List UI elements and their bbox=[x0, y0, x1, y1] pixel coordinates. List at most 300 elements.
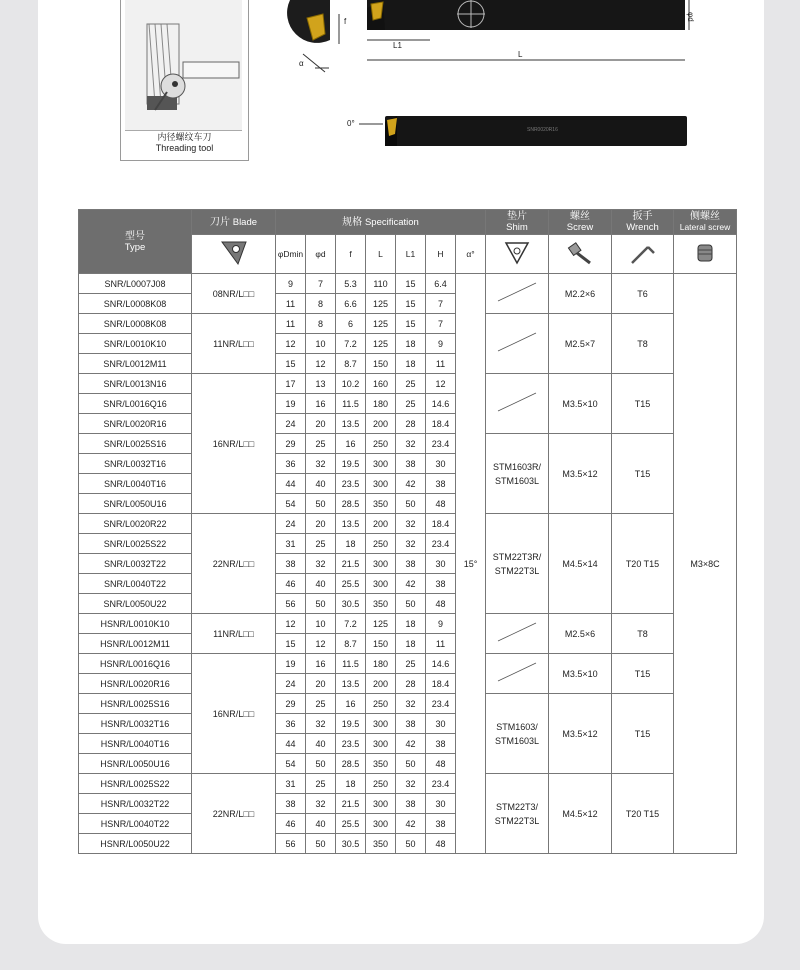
cell-wrench: T6 bbox=[612, 274, 674, 314]
cell-spec-value: 32 bbox=[396, 534, 426, 554]
cell-type: SNR/L0040T22 bbox=[79, 574, 192, 594]
cell-spec-value: 6.6 bbox=[336, 294, 366, 314]
cell-spec-value: 29 bbox=[276, 694, 306, 714]
cell-shim bbox=[486, 274, 549, 314]
holder-marking: SNR0020R16 bbox=[527, 127, 558, 133]
cell-spec-value: 50 bbox=[306, 494, 336, 514]
header-blade bbox=[192, 210, 276, 235]
cell-spec-value: 56 bbox=[276, 594, 306, 614]
dim-zero-deg: 0° bbox=[347, 119, 355, 128]
cell-spec-value: 250 bbox=[366, 534, 396, 554]
cell-spec-value: 16 bbox=[336, 434, 366, 454]
cell-spec-value: 25 bbox=[306, 774, 336, 794]
cell-wrench: T15 bbox=[612, 374, 674, 434]
cell-wrench: T20 T15 bbox=[612, 514, 674, 614]
cell-spec-value: 125 bbox=[366, 614, 396, 634]
cell-spec-value: 125 bbox=[366, 334, 396, 354]
cell-spec-value: 50 bbox=[306, 834, 336, 854]
cell-spec-value: 24 bbox=[276, 414, 306, 434]
header-wrench-cn: 扳手 bbox=[632, 211, 653, 223]
header-wrench-en: Wrench bbox=[626, 222, 659, 234]
cell-spec-value: 250 bbox=[366, 434, 396, 454]
cell-type: HSNR/L0050U22 bbox=[79, 834, 192, 854]
cell-spec-value: 350 bbox=[366, 834, 396, 854]
cell-spec-value: 350 bbox=[366, 594, 396, 614]
cell-screw: M4.5×14 bbox=[549, 514, 612, 614]
cell-type: SNR/L0025S16 bbox=[79, 434, 192, 454]
caption-cn: 内径螺纹车刀 bbox=[157, 132, 212, 142]
cell-spec-value: 300 bbox=[366, 814, 396, 834]
cell-spec-value: 23.4 bbox=[426, 434, 456, 454]
cell-spec-value: 20 bbox=[306, 514, 336, 534]
cell-wrench: T20 T15 bbox=[612, 774, 674, 854]
cell-spec-value: 30 bbox=[426, 794, 456, 814]
cell-blade: 22NR/L□□ bbox=[192, 774, 276, 854]
photo-caption bbox=[121, 132, 248, 154]
cell-spec-value: 19.5 bbox=[336, 454, 366, 474]
cell-spec-value: 18 bbox=[336, 774, 366, 794]
cell-spec-value: 16 bbox=[306, 654, 336, 674]
cell-screw: M4.5×12 bbox=[549, 774, 612, 854]
cell-spec-value: 36 bbox=[276, 454, 306, 474]
cell-spec-value: 30.5 bbox=[336, 834, 366, 854]
table-row bbox=[79, 374, 737, 394]
table-row bbox=[79, 274, 737, 294]
cell-spec-value: 50 bbox=[306, 594, 336, 614]
spec-table bbox=[78, 209, 737, 854]
cell-screw: M2.2×6 bbox=[549, 274, 612, 314]
header-spec-en: Specification bbox=[364, 216, 419, 228]
cell-wrench: T8 bbox=[612, 614, 674, 654]
cell-type: SNR/L0020R16 bbox=[79, 414, 192, 434]
cell-spec-value: 44 bbox=[276, 474, 306, 494]
cell-spec-value: 24 bbox=[276, 514, 306, 534]
cell-spec-value: 18 bbox=[396, 614, 426, 634]
dim-phi-d: φd bbox=[686, 12, 695, 22]
cell-spec-value: 50 bbox=[396, 494, 426, 514]
cell-spec-value: 14.6 bbox=[426, 654, 456, 674]
header-lateral-screw bbox=[674, 210, 737, 235]
cell-spec-value: 50 bbox=[396, 594, 426, 614]
cell-spec-value: 250 bbox=[366, 694, 396, 714]
cell-spec-value: 48 bbox=[426, 594, 456, 614]
shim-icon bbox=[486, 235, 549, 274]
cell-spec-value: 42 bbox=[396, 734, 426, 754]
cell-shim bbox=[486, 654, 549, 694]
cell-spec-value: 7 bbox=[426, 314, 456, 334]
cell-type: HSNR/L0016Q16 bbox=[79, 654, 192, 674]
cell-blade: 16NR/L□□ bbox=[192, 374, 276, 514]
cell-wrench: T8 bbox=[612, 314, 674, 374]
cell-spec-value: 12 bbox=[306, 634, 336, 654]
subheader-dmin: φDmin bbox=[276, 235, 306, 274]
dim-f-end: f bbox=[344, 17, 347, 26]
cell-spec-value: 30 bbox=[426, 454, 456, 474]
cell-spec-value: 6.4 bbox=[426, 274, 456, 294]
cell-spec-value: 25 bbox=[306, 434, 336, 454]
cell-spec-value: 54 bbox=[276, 494, 306, 514]
cell-spec-value: 150 bbox=[366, 634, 396, 654]
subheader-L1: L1 bbox=[396, 235, 426, 274]
cell-spec-value: 300 bbox=[366, 554, 396, 574]
cell-spec-value: 28.5 bbox=[336, 754, 366, 774]
cell-shim bbox=[486, 374, 549, 434]
cell-shim: STM1603R/ STM1603L bbox=[486, 434, 549, 514]
cell-spec-value: 11.5 bbox=[336, 654, 366, 674]
cell-spec-value: 23.4 bbox=[426, 774, 456, 794]
cell-shim bbox=[486, 314, 549, 374]
blade-icon bbox=[192, 235, 276, 274]
cell-type: HSNR/L0032T16 bbox=[79, 714, 192, 734]
cell-spec-value: 40 bbox=[306, 734, 336, 754]
header-lateral-en: Lateral screw bbox=[679, 222, 731, 233]
cell-spec-value: 13 bbox=[306, 374, 336, 394]
cell-spec-value: 12 bbox=[306, 354, 336, 374]
cell-spec-value: 25 bbox=[306, 694, 336, 714]
cell-spec-value: 200 bbox=[366, 674, 396, 694]
cell-spec-value: 38 bbox=[396, 454, 426, 474]
lateral-screw-icon bbox=[674, 235, 737, 274]
cell-screw: M2.5×7 bbox=[549, 314, 612, 374]
cell-spec-value: 8.7 bbox=[336, 634, 366, 654]
cell-screw: M3.5×10 bbox=[549, 374, 612, 434]
cell-spec-value: 7.2 bbox=[336, 334, 366, 354]
cell-screw: M2.5×6 bbox=[549, 614, 612, 654]
cell-spec-value: 38 bbox=[396, 794, 426, 814]
cell-spec-value: 18.4 bbox=[426, 414, 456, 434]
cell-spec-value: 38 bbox=[396, 554, 426, 574]
threading-tool-photo bbox=[125, 0, 242, 131]
table-row bbox=[79, 614, 737, 634]
cell-blade: 11NR/L□□ bbox=[192, 614, 276, 654]
cell-spec-value: 13.5 bbox=[336, 414, 366, 434]
cell-spec-value: 125 bbox=[366, 294, 396, 314]
cell-spec-value: 38 bbox=[276, 554, 306, 574]
subheader-d: φd bbox=[306, 235, 336, 274]
cell-spec-value: 8 bbox=[306, 294, 336, 314]
table-header bbox=[79, 210, 737, 274]
cell-spec-value: 20 bbox=[306, 414, 336, 434]
cell-type: SNR/L0032T22 bbox=[79, 554, 192, 574]
cell-spec-value: 31 bbox=[276, 534, 306, 554]
cell-spec-value: 13.5 bbox=[336, 674, 366, 694]
cell-type: HSNR/L0032T22 bbox=[79, 794, 192, 814]
header-type-en: Type bbox=[124, 241, 146, 253]
header-screw bbox=[549, 210, 612, 235]
cell-spec-value: 15 bbox=[396, 314, 426, 334]
cell-spec-value: 200 bbox=[366, 414, 396, 434]
cell-spec-value: 46 bbox=[276, 574, 306, 594]
cell-spec-value: 48 bbox=[426, 754, 456, 774]
cell-spec-value: 6 bbox=[336, 314, 366, 334]
cell-type: SNR/L0040T16 bbox=[79, 474, 192, 494]
cell-alpha: 15° bbox=[456, 274, 486, 854]
cell-spec-value: 40 bbox=[306, 474, 336, 494]
header-spec bbox=[276, 210, 486, 235]
cell-spec-value: 9 bbox=[276, 274, 306, 294]
cell-type: HSNR/L0010K10 bbox=[79, 614, 192, 634]
cell-spec-value: 25.5 bbox=[336, 814, 366, 834]
cell-blade: 16NR/L□□ bbox=[192, 654, 276, 774]
table-row bbox=[79, 514, 737, 534]
cell-type: HSNR/L0025S16 bbox=[79, 694, 192, 714]
cell-spec-value: 10.2 bbox=[336, 374, 366, 394]
cell-spec-value: 11.5 bbox=[336, 394, 366, 414]
cell-spec-value: 23.5 bbox=[336, 474, 366, 494]
header-spec-cn: 规格 bbox=[342, 216, 363, 228]
header-screw-cn: 螺丝 bbox=[570, 211, 590, 223]
cell-spec-value: 19 bbox=[276, 654, 306, 674]
cell-spec-value: 20 bbox=[306, 674, 336, 694]
cell-spec-value: 23.5 bbox=[336, 734, 366, 754]
cell-spec-value: 300 bbox=[366, 474, 396, 494]
cell-spec-value: 42 bbox=[396, 814, 426, 834]
cell-screw: M3.5×12 bbox=[549, 434, 612, 514]
cell-spec-value: 11 bbox=[276, 294, 306, 314]
cell-spec-value: 150 bbox=[366, 354, 396, 374]
cell-spec-value: 16 bbox=[336, 694, 366, 714]
cell-spec-value: 18 bbox=[396, 634, 426, 654]
cell-spec-value: 38 bbox=[396, 714, 426, 734]
cell-type: HSNR/L0012M11 bbox=[79, 634, 192, 654]
header-screw-en: Screw bbox=[566, 222, 594, 234]
cell-spec-value: 50 bbox=[306, 754, 336, 774]
header-wrench bbox=[612, 210, 674, 235]
tool-holder-drawing bbox=[285, 0, 705, 160]
cell-spec-value: 50 bbox=[396, 834, 426, 854]
cell-wrench: T15 bbox=[612, 654, 674, 694]
cell-spec-value: 18 bbox=[336, 534, 366, 554]
cell-spec-value: 25 bbox=[396, 374, 426, 394]
cell-type: SNR/L0007J08 bbox=[79, 274, 192, 294]
cell-spec-value: 15 bbox=[276, 354, 306, 374]
cell-shim: STM22T3/ STM22T3L bbox=[486, 774, 549, 854]
cell-spec-value: 300 bbox=[366, 734, 396, 754]
cell-spec-value: 180 bbox=[366, 394, 396, 414]
table-row bbox=[79, 774, 737, 794]
header-shim-cn: 垫片 bbox=[507, 211, 527, 223]
cell-spec-value: 42 bbox=[396, 574, 426, 594]
cell-spec-value: 180 bbox=[366, 654, 396, 674]
cell-lateral-screw: M3×8C bbox=[674, 274, 737, 854]
cell-spec-value: 18.4 bbox=[426, 514, 456, 534]
cell-spec-value: 36 bbox=[276, 714, 306, 734]
cell-spec-value: 24 bbox=[276, 674, 306, 694]
cell-type: HSNR/L0025S22 bbox=[79, 774, 192, 794]
cell-spec-value: 42 bbox=[396, 474, 426, 494]
cell-spec-value: 11 bbox=[426, 354, 456, 374]
dim-L: L bbox=[518, 50, 523, 59]
header-type-cn: 型号 bbox=[125, 230, 145, 242]
cell-spec-value: 38 bbox=[276, 794, 306, 814]
cell-spec-value: 32 bbox=[306, 454, 336, 474]
cell-spec-value: 23.4 bbox=[426, 534, 456, 554]
empty-slash-icon bbox=[492, 619, 542, 645]
cell-spec-value: 50 bbox=[396, 754, 426, 774]
cell-shim: STM22T3R/ STM22T3L bbox=[486, 514, 549, 614]
cell-spec-value: 300 bbox=[366, 574, 396, 594]
cell-spec-value: 5.3 bbox=[336, 274, 366, 294]
cell-type: SNR/L0050U16 bbox=[79, 494, 192, 514]
header-type bbox=[79, 210, 192, 274]
cell-blade: 22NR/L□□ bbox=[192, 514, 276, 614]
cell-type: SNR/L0013N16 bbox=[79, 374, 192, 394]
cell-spec-value: 40 bbox=[306, 574, 336, 594]
cell-type: HSNR/L0020R16 bbox=[79, 674, 192, 694]
cell-spec-value: 29 bbox=[276, 434, 306, 454]
cell-wrench: T15 bbox=[612, 434, 674, 514]
table-row bbox=[79, 654, 737, 674]
cell-type: SNR/L0020R22 bbox=[79, 514, 192, 534]
dim-L1: L1 bbox=[393, 41, 402, 50]
cell-spec-value: 30 bbox=[426, 714, 456, 734]
screw-icon bbox=[549, 235, 612, 274]
empty-slash-icon bbox=[492, 329, 542, 355]
cell-spec-value: 23.4 bbox=[426, 694, 456, 714]
cell-type: SNR/L0032T16 bbox=[79, 454, 192, 474]
table-row bbox=[79, 434, 737, 454]
cell-spec-value: 300 bbox=[366, 454, 396, 474]
cell-spec-value: 19 bbox=[276, 394, 306, 414]
cell-spec-value: 300 bbox=[366, 714, 396, 734]
cell-spec-value: 46 bbox=[276, 814, 306, 834]
side-view bbox=[367, 0, 695, 60]
cell-spec-value: 25.5 bbox=[336, 574, 366, 594]
table-body bbox=[79, 274, 737, 854]
cell-spec-value: 15 bbox=[276, 634, 306, 654]
cell-spec-value: 350 bbox=[366, 754, 396, 774]
cell-type: SNR/L0008K08 bbox=[79, 294, 192, 314]
cell-spec-value: 9 bbox=[426, 614, 456, 634]
cell-spec-value: 160 bbox=[366, 374, 396, 394]
cell-blade: 08NR/L□□ bbox=[192, 274, 276, 314]
caption-en: Threading tool bbox=[155, 143, 214, 153]
cell-spec-value: 32 bbox=[396, 434, 426, 454]
cell-spec-value: 9 bbox=[426, 334, 456, 354]
cell-spec-value: 54 bbox=[276, 754, 306, 774]
cell-spec-value: 28 bbox=[396, 674, 426, 694]
cell-spec-value: 250 bbox=[366, 774, 396, 794]
cell-spec-value: 44 bbox=[276, 734, 306, 754]
cell-spec-value: 300 bbox=[366, 794, 396, 814]
empty-slash-icon bbox=[492, 659, 542, 685]
cell-spec-value: 16 bbox=[306, 394, 336, 414]
cell-type: HSNR/L0050U16 bbox=[79, 754, 192, 774]
header-blade-cn: 刀片 bbox=[209, 216, 230, 228]
cell-spec-value: 12 bbox=[276, 334, 306, 354]
cell-spec-value: 10 bbox=[306, 614, 336, 634]
cell-spec-value: 32 bbox=[306, 794, 336, 814]
cell-spec-value: 38 bbox=[426, 474, 456, 494]
header-blade-en: Blade bbox=[232, 216, 258, 228]
cell-spec-value: 11 bbox=[426, 634, 456, 654]
cell-spec-value: 10 bbox=[306, 334, 336, 354]
cell-spec-value: 32 bbox=[396, 774, 426, 794]
cell-spec-value: 7 bbox=[426, 294, 456, 314]
cell-type: SNR/L0008K08 bbox=[79, 314, 192, 334]
cell-spec-value: 7 bbox=[306, 274, 336, 294]
cell-spec-value: 32 bbox=[306, 554, 336, 574]
empty-slash-icon bbox=[492, 279, 542, 305]
cell-type: SNR/L0025S22 bbox=[79, 534, 192, 554]
holder-photo bbox=[347, 116, 687, 146]
cell-spec-value: 25 bbox=[396, 394, 426, 414]
cell-spec-value: 17 bbox=[276, 374, 306, 394]
cell-spec-value: 19.5 bbox=[336, 714, 366, 734]
cell-spec-value: 48 bbox=[426, 834, 456, 854]
cell-spec-value: 11 bbox=[276, 314, 306, 334]
subheader-L: L bbox=[366, 235, 396, 274]
cell-spec-value: 14.6 bbox=[426, 394, 456, 414]
cell-spec-value: 12 bbox=[276, 614, 306, 634]
cell-spec-value: 56 bbox=[276, 834, 306, 854]
table-row bbox=[79, 694, 737, 714]
cell-screw: M3.5×12 bbox=[549, 694, 612, 774]
table-row bbox=[79, 314, 737, 334]
cell-spec-value: 25 bbox=[306, 534, 336, 554]
cell-spec-value: 48 bbox=[426, 494, 456, 514]
cell-shim: STM1603/ STM1603L bbox=[486, 694, 549, 774]
cell-spec-value: 25 bbox=[396, 654, 426, 674]
cell-spec-value: 8 bbox=[306, 314, 336, 334]
cell-spec-value: 18 bbox=[396, 354, 426, 374]
cell-spec-value: 28 bbox=[396, 414, 426, 434]
cell-type: HSNR/L0040T22 bbox=[79, 814, 192, 834]
cell-spec-value: 12 bbox=[426, 374, 456, 394]
end-view bbox=[287, 0, 347, 72]
cell-spec-value: 40 bbox=[306, 814, 336, 834]
cell-spec-value: 30.5 bbox=[336, 594, 366, 614]
cell-spec-value: 32 bbox=[306, 714, 336, 734]
cell-type: SNR/L0050U22 bbox=[79, 594, 192, 614]
cell-spec-value: 15 bbox=[396, 274, 426, 294]
cell-spec-value: 200 bbox=[366, 514, 396, 534]
cell-spec-value: 31 bbox=[276, 774, 306, 794]
cell-type: SNR/L0012M11 bbox=[79, 354, 192, 374]
cell-spec-value: 32 bbox=[396, 694, 426, 714]
header-shim bbox=[486, 210, 549, 235]
cell-type: SNR/L0016Q16 bbox=[79, 394, 192, 414]
cell-spec-value: 21.5 bbox=[336, 794, 366, 814]
cell-spec-value: 28.5 bbox=[336, 494, 366, 514]
cell-spec-value: 7.2 bbox=[336, 614, 366, 634]
cell-spec-value: 15 bbox=[396, 294, 426, 314]
wrench-icon bbox=[612, 235, 674, 274]
cell-spec-value: 38 bbox=[426, 734, 456, 754]
subheader-H: H bbox=[426, 235, 456, 274]
cell-spec-value: 18.4 bbox=[426, 674, 456, 694]
subheader-f: f bbox=[336, 235, 366, 274]
cell-spec-value: 38 bbox=[426, 574, 456, 594]
cell-blade: 11NR/L□□ bbox=[192, 314, 276, 374]
cell-wrench: T15 bbox=[612, 694, 674, 774]
cell-spec-value: 21.5 bbox=[336, 554, 366, 574]
dim-alpha: α bbox=[299, 59, 304, 68]
subheader-alpha: α° bbox=[456, 235, 486, 274]
cell-type: SNR/L0010K10 bbox=[79, 334, 192, 354]
cell-spec-value: 18 bbox=[396, 334, 426, 354]
cell-spec-value: 32 bbox=[396, 514, 426, 534]
empty-slash-icon bbox=[492, 389, 542, 415]
cell-spec-value: 125 bbox=[366, 314, 396, 334]
cell-type: HSNR/L0040T16 bbox=[79, 734, 192, 754]
header-lateral-cn: 侧螺丝 bbox=[690, 211, 720, 223]
cell-spec-value: 30 bbox=[426, 554, 456, 574]
cell-shim bbox=[486, 614, 549, 654]
cell-spec-value: 8.7 bbox=[336, 354, 366, 374]
cell-spec-value: 350 bbox=[366, 494, 396, 514]
header-shim-en: Shim bbox=[506, 222, 528, 234]
